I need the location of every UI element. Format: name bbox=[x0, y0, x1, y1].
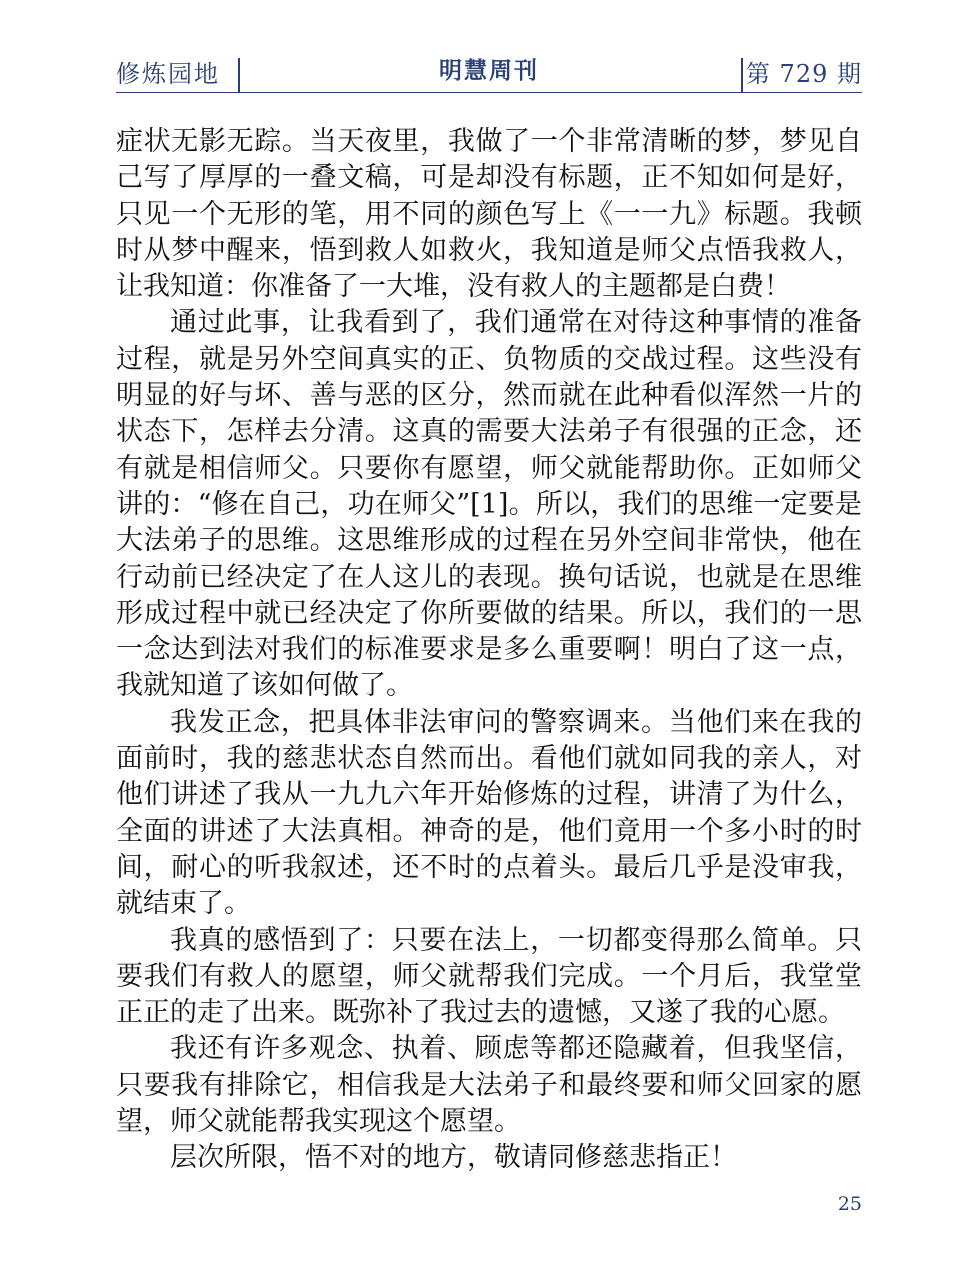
section-title: 修炼园地 bbox=[116, 60, 220, 88]
paragraph-4: 我真的感悟到了：只要在法上，一切都变得那么简单。只要我们有救人的愿望，师父就帮我们完成。一个月后，我堂堂正正的走了出来。既弥补了我过去的遗憾，又遂了我的心愿。 bbox=[116, 924, 862, 1029]
paragraph-1: 症状无影无踪。当天夜里，我做了一个非常清晰的梦，梦见自己写了厚厚的一叠文稿，可是却没有标题，正不知如何是好，只见一个无形的笔，用不同的颜色写上《一一九》标题。我顿时从梦中醒来，悟到救人如救火，我知道是师父点悟我救人，让我知道：你准备了一大堆，没有救人的主题都是白费！ bbox=[116, 126, 862, 303]
issue-number: 第 729 期 bbox=[745, 60, 862, 88]
page-header bbox=[116, 50, 862, 93]
paragraph-3: 我发正念，把具体非法审问的警察调来。当他们来在我的面前时，我的慈悲状态自然而出。看他们就如同我的亲人，对他们讲述了我从一九九六年开始修炼的过程，讲清了为什么，全面的讲述了大法真相。神奇的是，他们竟用一个多小时的时间，耐心的听我叙述，还不时的点着头。最后几乎是没审我，就结束了。 bbox=[116, 706, 862, 920]
page-number: 25 bbox=[837, 1193, 862, 1215]
paragraph-2: 通过此事，让我看到了，我们通常在对待这种事情的准备过程，就是另外空间真实的正、负物质的交战过程。这些没有明显的好与坏、善与恶的区分，然而就在此种看似浑然一片的状态下，怎样去分清。这真的需要大法弟子有很强的正念，还有就是相信师父。只要你有愿望，师父就能帮助你。正如师父讲的：“修在自己，功在师父”[1]。所以，我们的思维一定要是大法弟子的思维。这思维形成的过程在另外空间非常快，他在行动前已经决定了在人这儿的表现。换句话说，也就是在思维形成过程中就已经决定了你所要做的结果。所以，我们的一思一念达到法对我们的标准要求是多么重要啊！明白了这一点，我就知道了该如何做了。 bbox=[116, 307, 862, 702]
article-body bbox=[116, 124, 862, 1177]
publication-title: 明慧周刊 bbox=[439, 58, 539, 84]
paragraph-5: 我还有许多观念、执着、顾虑等都还隐藏着，但我坚信，只要我有排除它，相信我是大法弟子和最终要和师父回家的愿望，师父就能帮我实现这个愿望。 bbox=[116, 1033, 862, 1138]
paragraph-6: 层次所限，悟不对的地方，敬请同修慈悲指正！ bbox=[170, 1142, 737, 1174]
header-divider-right bbox=[741, 58, 743, 92]
